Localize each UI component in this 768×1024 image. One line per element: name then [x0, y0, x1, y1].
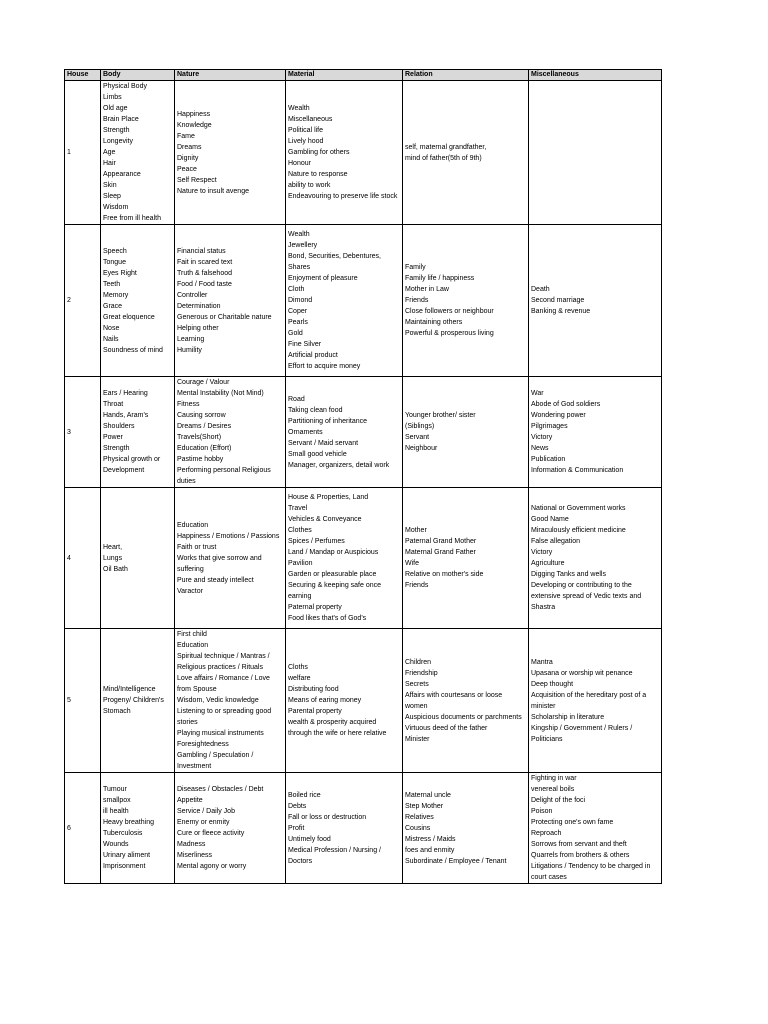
relation-line: Maternal Grand Father [405, 549, 476, 556]
body-line: Longevity [103, 138, 133, 145]
body-cell [101, 629, 175, 773]
body-line: Physical Body [103, 83, 147, 90]
nature-line: Travels(Short) [177, 434, 222, 441]
nature-line: Mental Instability (Not Mind) [177, 390, 264, 397]
nature-cell [175, 773, 286, 884]
nature-line: Playing musical instruments [177, 730, 264, 737]
relation-line: Wife [405, 560, 419, 567]
misc-line: Digging Tanks and wells [531, 571, 606, 578]
body-line: Urinary aliment [103, 852, 151, 859]
material-cell [286, 377, 403, 488]
body-cell [101, 225, 175, 377]
relation-cell [403, 225, 529, 377]
relation-line: Mother [405, 527, 427, 534]
material-line: Political life [288, 127, 324, 134]
relation-line: Relatives [405, 813, 434, 821]
nature-line: Knowledge [177, 121, 212, 129]
relation-line: Subordinate / Employee / Tenant [405, 857, 507, 865]
house-cell: 3 [65, 377, 101, 488]
relation-line: Mistress / Maids [405, 835, 456, 843]
nature-line: Education [177, 521, 209, 529]
material-line: earning [288, 593, 312, 600]
misc-line: Death [531, 286, 550, 293]
material-line: Cloths [288, 664, 308, 671]
header-nature: Nature [175, 70, 286, 81]
material-line: Coper [288, 308, 308, 315]
nature-line: Enemy or enmity [177, 819, 230, 826]
relation-line: Close followers or neighbour [405, 308, 494, 315]
misc-line: Litigations / Tendency to be charged in [531, 863, 651, 870]
misc-line: court cases [531, 874, 567, 881]
nature-line: Spiritual technique / Mantras / [177, 653, 270, 660]
misc-line: Scholarship in literature [531, 713, 605, 721]
nature-line: Wisdom, Vedic knowledge [177, 697, 259, 704]
table-row [65, 225, 662, 377]
nature-cell [175, 488, 286, 629]
relation-line: Younger brother/ sister [405, 412, 476, 419]
nature-line: Self Respect [177, 176, 217, 184]
body-line: Great eloquence [103, 313, 155, 321]
relation-line: Family life / happiness [405, 275, 475, 282]
body-line: Tongue [103, 258, 126, 266]
nature-line: Peace [177, 165, 197, 173]
misc-line: Information & Communication [531, 467, 624, 474]
nature-line: Dreams [177, 143, 202, 151]
body-line: Skin [103, 182, 117, 189]
material-line: Gold [288, 330, 303, 337]
nature-line: Learning [177, 335, 205, 343]
material-line: Manager, organizers, detail work [288, 461, 390, 469]
nature-line: Listening to or spreading good [177, 708, 272, 715]
nature-line: Varactor [177, 587, 203, 595]
relation-line: Affairs with courtesans or loose [405, 691, 503, 699]
nature-line: Nature to insult avenge [177, 187, 249, 195]
material-line: Doctors [288, 857, 313, 865]
body-line: Eyes Right [103, 269, 137, 277]
material-line: Paternal property [288, 604, 342, 611]
relation-cell [403, 629, 529, 773]
body-cell [101, 377, 175, 488]
misc-line: Sorrows from servant and theft [531, 841, 627, 848]
nature-line: Cure or fleece activity [177, 830, 245, 837]
relation-line: mind of father(5th of 9th) [405, 154, 482, 162]
relation-line: Secrets [405, 680, 429, 688]
material-cell [286, 773, 403, 884]
material-line: Jewellery [288, 242, 318, 249]
body-line: smallpox [103, 797, 131, 804]
misc-line: War [531, 390, 544, 397]
misc-line: Second marriage [531, 297, 585, 304]
relation-line: Auspicious documents or parchments [405, 713, 522, 721]
material-cell [286, 225, 403, 377]
misc-line: Upasana or worship wit penance [531, 669, 633, 677]
material-line: Distributing food [288, 686, 339, 693]
body-line: Tuberculosis [103, 830, 143, 837]
material-line: Endeavouring to preserve life stock [288, 193, 398, 200]
nature-line: Courage / Valour [177, 379, 230, 386]
header-material: Material [286, 70, 403, 81]
relation-line: Children [405, 658, 432, 666]
relation-line: Maternal uncle [405, 791, 451, 799]
material-line: Miscellaneous [288, 116, 333, 123]
nature-line: Performing personal Religious [177, 467, 271, 474]
misc-line: Victory [531, 434, 553, 441]
relation-line: Paternal Grand Mother [405, 538, 477, 545]
material-line: Artificial product [288, 352, 338, 359]
body-line: Mind/Intelligence [103, 686, 156, 693]
misc-line: National or Government works [531, 505, 626, 512]
body-line: Appearance [103, 171, 141, 178]
material-line: Untimely food [288, 835, 331, 843]
nature-line: Education [177, 642, 209, 649]
misc-line: minister [531, 702, 556, 710]
relation-line: Maintaining others [405, 319, 463, 326]
relation-cell [403, 488, 529, 629]
material-line: Pavilion [288, 560, 313, 567]
body-line: Development [103, 467, 145, 474]
relation-line: Family [405, 264, 426, 271]
body-line: Soundness of mind [103, 346, 163, 354]
material-line: Enjoyment of pleasure [288, 275, 358, 282]
material-line: Securing & keeping safe once [288, 582, 382, 589]
misc-cell [529, 773, 662, 884]
nature-cell [175, 225, 286, 377]
relation-line: foes and enmity [405, 846, 455, 854]
misc-line: venereal boils [531, 786, 575, 793]
material-line: Ornaments [288, 428, 323, 436]
nature-line: Education (Effort) [177, 445, 232, 452]
material-line: Fine Silver [288, 341, 322, 348]
body-cell [101, 488, 175, 629]
nature-line: Financial status [177, 247, 226, 255]
relation-line: Powerful & prosperous living [405, 330, 494, 337]
nature-line: Foresightedness [177, 741, 229, 748]
body-line: Teeth [103, 280, 121, 288]
nature-line: Diseases / Obstacles / Debt [177, 786, 264, 793]
nature-line: Service / Daily Job [177, 808, 235, 815]
material-line: Clothes [288, 527, 312, 534]
table-body [65, 81, 662, 884]
table-row [65, 773, 662, 884]
nature-line: stories [177, 719, 198, 726]
body-line: Shoulders [103, 423, 135, 430]
misc-line: Agriculture [531, 560, 565, 567]
body-line: ill health [103, 808, 129, 815]
nature-line: Madness [177, 841, 206, 848]
nature-line: duties [177, 478, 196, 485]
material-line: Debts [288, 802, 307, 810]
nature-cell [175, 377, 286, 488]
material-line: through the wife or here relative [288, 730, 387, 737]
body-line: Free from ill health [103, 215, 161, 222]
relation-line: Minister [405, 735, 430, 743]
material-line: ability to work [288, 182, 331, 189]
header-relation: Relation [403, 70, 529, 81]
material-line: Partitioning of inheritance [288, 417, 367, 425]
material-line: Road [288, 395, 305, 403]
house-cell: 1 [65, 81, 101, 225]
material-line: Medical Profession / Nursing / [288, 846, 381, 854]
house-cell: 6 [65, 773, 101, 884]
relation-line: Friends [405, 582, 429, 589]
material-line: Taking clean food [288, 406, 343, 414]
nature-line: Dreams / Desires [177, 423, 232, 430]
nature-line: Pure and steady intellect [177, 576, 254, 584]
material-line: Food likes that's of God's [288, 615, 367, 622]
misc-line: Victory [531, 549, 553, 556]
nature-line: Dignity [177, 154, 199, 162]
relation-line: Friends [405, 297, 429, 304]
material-line: Small good vehicle [288, 450, 347, 458]
body-line: Progeny/ Children's [103, 697, 164, 704]
material-line: Honour [288, 160, 311, 167]
nature-line: Investment [177, 763, 212, 770]
nature-line: Fitness [177, 401, 200, 408]
misc-line: Miraculously efficient medicine [531, 527, 626, 534]
nature-line: Humility [177, 346, 202, 354]
misc-line: Mantra [531, 658, 553, 666]
misc-line: Banking & revenue [531, 308, 591, 315]
material-line: Shares [288, 264, 311, 271]
body-line: Old age [103, 105, 128, 112]
misc-line: Pilgrimages [531, 423, 568, 430]
header-house: House [65, 70, 101, 81]
table-row [65, 629, 662, 773]
body-line: Imprisonment [103, 863, 146, 870]
body-cell [101, 81, 175, 225]
body-line: Hair [103, 160, 116, 167]
nature-cell [175, 81, 286, 225]
material-line: wealth & prosperity acquired [288, 719, 377, 726]
body-line: Heart, [103, 543, 123, 551]
relation-line: Servant [405, 434, 430, 441]
material-cell [286, 81, 403, 225]
relation-cell [403, 377, 529, 488]
nature-line: Determination [177, 302, 221, 310]
material-line: Spices / Perfumes [288, 538, 345, 545]
misc-line: Delight of the foci [531, 797, 586, 804]
material-line: Fall or loss or destruction [288, 813, 367, 821]
material-line: Garden or pleasurable place [288, 571, 377, 578]
misc-line: Quarrels from brothers & others [531, 852, 630, 859]
misc-cell [529, 81, 662, 225]
body-line: Grace [103, 302, 123, 310]
nature-line: Causing sorrow [177, 412, 226, 419]
misc-line: False allegation [531, 538, 581, 545]
nature-line: from Spouse [177, 686, 217, 693]
body-line: Power [103, 434, 123, 441]
house-cell: 5 [65, 629, 101, 773]
relation-line: women [405, 702, 428, 710]
relation-line: (Siblings) [405, 423, 435, 430]
table-row [65, 488, 662, 629]
misc-line: News [531, 445, 549, 452]
nature-line: Happiness / Emotions / Passions [177, 532, 280, 540]
relation-line: Step Mother [405, 802, 444, 810]
misc-line: Acquisition of the hereditary post of a [531, 691, 647, 699]
nature-line: Helping other [177, 324, 219, 332]
body-line: Hands, Aram's [103, 412, 149, 419]
relation-cell [403, 773, 529, 884]
material-line: Cloth [288, 286, 305, 293]
material-cell [286, 488, 403, 629]
material-line: Pearls [288, 319, 308, 326]
material-line: Dimond [288, 297, 313, 304]
nature-line: Love affairs / Romance / Love [177, 675, 270, 682]
relation-line: Relative on mother's side [405, 571, 484, 578]
material-line: Boiled rice [288, 791, 321, 799]
body-line: Throat [103, 401, 124, 408]
material-line: Wealth [288, 105, 310, 112]
body-line: Limbs [103, 94, 122, 101]
body-line: Speech [103, 247, 127, 255]
misc-line: Good Name [531, 516, 569, 523]
relation-line: Mother in Law [405, 286, 449, 293]
body-cell [101, 773, 175, 884]
body-line: Physical growth or [103, 456, 161, 463]
body-line: Lungs [103, 554, 123, 562]
header-row [65, 70, 662, 81]
material-line: Servant / Maid servant [288, 439, 359, 447]
house-cell: 2 [65, 225, 101, 377]
material-line: Parental property [288, 708, 342, 715]
material-line: Profit [288, 824, 305, 832]
table-row [65, 81, 662, 225]
material-line: Bond, Securities, Debentures, [288, 253, 381, 260]
table-row [65, 377, 662, 488]
misc-cell [529, 488, 662, 629]
nature-line: Truth & falsehood [177, 269, 232, 277]
misc-line: Developing or contributing to the [531, 582, 632, 589]
material-line: Means of earing money [288, 697, 362, 704]
relation-line: self, maternal grandfather, [405, 143, 487, 151]
header-body: Body [101, 70, 175, 81]
nature-line: suffering [177, 565, 204, 573]
nature-line: Fait in scared text [177, 258, 233, 266]
material-line: Gambling for others [288, 149, 350, 156]
body-line: Ears / Hearing [103, 390, 148, 397]
nature-line: Pastime hobby [177, 456, 224, 463]
misc-line: Poison [531, 808, 553, 815]
nature-line: Works that give sorrow and [177, 554, 262, 562]
misc-line: Kingship / Government / Rulers / [531, 724, 633, 732]
material-line: welfare [288, 675, 311, 682]
body-line: Nose [103, 324, 120, 332]
misc-cell [529, 225, 662, 377]
misc-line: Fighting in war [531, 775, 577, 782]
material-line: Nature to response [288, 171, 348, 178]
body-line: Strength [103, 445, 130, 452]
nature-line: Happiness [177, 110, 211, 118]
material-cell [286, 629, 403, 773]
body-line: Stomach [103, 708, 131, 715]
relation-cell [403, 81, 529, 225]
body-line: Wounds [103, 841, 129, 848]
body-line: Oil Bath [103, 565, 128, 573]
relation-line: Virtuous deed of the father [405, 724, 488, 732]
misc-line: Politicians [531, 735, 563, 743]
misc-line: Shastra [531, 604, 556, 611]
misc-cell [529, 629, 662, 773]
material-line: Vehicles & Conveyance [288, 516, 362, 523]
nature-line: Controller [177, 291, 208, 299]
body-line: Nails [103, 335, 119, 343]
nature-cell [175, 629, 286, 773]
body-line: Brain Place [103, 116, 139, 123]
nature-line: Gambling / Speculation / [177, 752, 254, 759]
astrology-houses-table [64, 69, 662, 884]
relation-line: Friendship [405, 669, 438, 677]
body-line: Memory [103, 291, 129, 299]
nature-line: Fame [177, 132, 195, 140]
material-line: Wealth [288, 231, 310, 238]
misc-line: Protecting one's own fame [531, 819, 614, 826]
material-line: Effort to acquire money [288, 363, 361, 370]
body-line: Age [103, 149, 116, 156]
nature-line: Religious practices / Rituals [177, 664, 263, 671]
body-line: Sleep [103, 193, 121, 200]
misc-line: Publication [531, 456, 566, 463]
header-misc: Miscellaneous [529, 70, 662, 81]
nature-line: Mental agony or worry [177, 863, 247, 870]
nature-line: Generous or Charitable nature [177, 313, 272, 321]
material-line: Land / Mandap or Auspicious [288, 549, 379, 556]
misc-line: Wondering power [531, 412, 586, 419]
body-line: Heavy breathing [103, 819, 154, 826]
nature-line: Appetite [177, 797, 203, 804]
misc-cell [529, 377, 662, 488]
material-line: Travel [288, 505, 308, 512]
misc-line: Abode of God soldiers [531, 401, 601, 408]
material-line: House & Properties, Land [288, 494, 369, 501]
relation-line: Neighbour [405, 445, 438, 452]
misc-line: Reproach [531, 830, 562, 837]
table-header [65, 70, 662, 81]
nature-line: Food / Food taste [177, 280, 232, 288]
nature-line: Faith or trust [177, 543, 217, 551]
relation-line: Cousins [405, 824, 431, 832]
body-line: Tumour [103, 786, 127, 793]
material-line: Lively hood [288, 138, 324, 145]
misc-line: Deep thought [531, 680, 574, 688]
body-line: Strength [103, 127, 130, 134]
house-cell: 4 [65, 488, 101, 629]
nature-line: First child [177, 631, 207, 638]
nature-line: Miserliness [177, 852, 213, 859]
body-line: Wisdom [103, 204, 129, 211]
misc-line: extensive spread of Vedic texts and [531, 593, 642, 600]
